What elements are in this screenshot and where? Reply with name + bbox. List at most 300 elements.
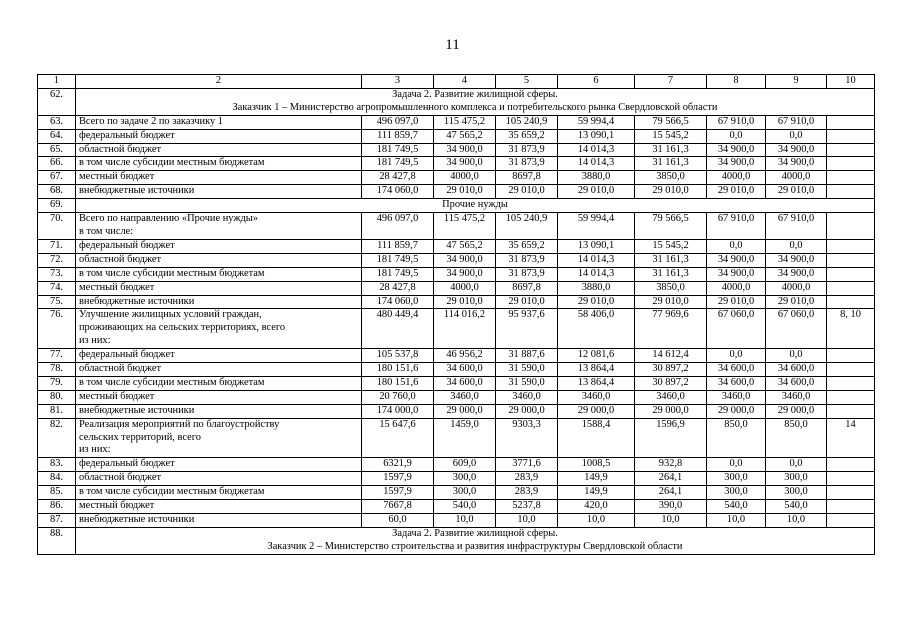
row-label-line: из них: xyxy=(79,444,111,456)
column-number-cell: 8 xyxy=(707,75,766,89)
value-cell: 0,0 xyxy=(707,349,766,363)
row-label xyxy=(76,349,362,363)
row-label xyxy=(76,309,362,349)
value-cell: 3850,0 xyxy=(635,171,707,185)
value-cell: 283,9 xyxy=(496,472,558,486)
row-number: 73. xyxy=(38,267,76,281)
value-cell: 29 010,0 xyxy=(496,185,558,199)
value-cell: 10,0 xyxy=(635,514,707,528)
row-label xyxy=(76,171,362,185)
section-row xyxy=(38,199,875,213)
table-row xyxy=(38,281,875,295)
value-cell: 3460,0 xyxy=(766,390,827,404)
value-cell xyxy=(827,390,875,404)
row-number: 68. xyxy=(38,185,76,199)
value-cell: 34 600,0 xyxy=(707,363,766,377)
row-number: 79. xyxy=(38,376,76,390)
value-cell: 3460,0 xyxy=(558,390,635,404)
table-row xyxy=(38,349,875,363)
value-cell: 58 406,0 xyxy=(558,309,635,349)
value-cell: 264,1 xyxy=(635,472,707,486)
value-cell: 34 900,0 xyxy=(707,267,766,281)
value-cell: 13 864,4 xyxy=(558,376,635,390)
value-cell: 180 151,6 xyxy=(362,376,434,390)
value-cell: 4000,0 xyxy=(434,281,496,295)
table-row xyxy=(38,458,875,472)
row-label xyxy=(76,281,362,295)
value-cell: 8, 10 xyxy=(827,309,875,349)
value-cell: 3460,0 xyxy=(434,390,496,404)
row-label xyxy=(76,500,362,514)
budget-table xyxy=(37,74,875,555)
row-number: 84. xyxy=(38,472,76,486)
row-number: 65. xyxy=(38,143,76,157)
row-number: 87. xyxy=(38,514,76,528)
value-cell: 77 969,6 xyxy=(635,309,707,349)
value-cell: 34 900,0 xyxy=(766,267,827,281)
value-cell: 34 900,0 xyxy=(766,157,827,171)
value-cell: 105 537,8 xyxy=(362,349,434,363)
value-cell: 300,0 xyxy=(434,486,496,500)
table-row xyxy=(38,253,875,267)
table-row xyxy=(38,157,875,171)
value-cell: 181 749,5 xyxy=(362,143,434,157)
value-cell: 31 873,9 xyxy=(496,267,558,281)
row-label xyxy=(76,418,362,458)
value-cell: 496 097,0 xyxy=(362,115,434,129)
row-number: 78. xyxy=(38,363,76,377)
value-cell: 29 010,0 xyxy=(766,185,827,199)
row-number: 72. xyxy=(38,253,76,267)
row-label-line: внебюджетные источники xyxy=(79,185,195,197)
value-cell: 850,0 xyxy=(707,418,766,458)
table-row xyxy=(38,143,875,157)
value-cell: 29 010,0 xyxy=(434,185,496,199)
row-number: 82. xyxy=(38,418,76,458)
row-label xyxy=(76,239,362,253)
table-row xyxy=(38,376,875,390)
row-label-line: местный бюджет xyxy=(79,171,155,183)
section-title-line: Заказчик 2 – Министерство строительства и развития инфраструктуры Свердловской области xyxy=(267,540,683,552)
row-label-line: областной бюджет xyxy=(79,253,162,265)
row-label-line: федеральный бюджет xyxy=(79,458,175,470)
value-cell: 34 900,0 xyxy=(766,253,827,267)
value-cell: 29 010,0 xyxy=(434,295,496,309)
value-cell: 34 900,0 xyxy=(434,267,496,281)
value-cell: 105 240,9 xyxy=(496,213,558,240)
row-label-line: местный бюджет xyxy=(79,500,155,512)
column-number-cell: 2 xyxy=(76,75,362,89)
value-cell: 30 897,2 xyxy=(635,376,707,390)
value-cell: 29 010,0 xyxy=(766,295,827,309)
row-label-line: местный бюджет xyxy=(79,390,155,402)
value-cell: 174 000,0 xyxy=(362,404,434,418)
row-label xyxy=(76,404,362,418)
value-cell xyxy=(827,157,875,171)
value-cell: 29 010,0 xyxy=(707,295,766,309)
value-cell: 300,0 xyxy=(766,472,827,486)
value-cell: 1459,0 xyxy=(434,418,496,458)
value-cell: 67 060,0 xyxy=(707,309,766,349)
value-cell: 31 161,3 xyxy=(635,143,707,157)
table-row xyxy=(38,514,875,528)
row-number: 74. xyxy=(38,281,76,295)
value-cell xyxy=(827,363,875,377)
row-number: 77. xyxy=(38,349,76,363)
value-cell: 4000,0 xyxy=(766,281,827,295)
value-cell: 181 749,5 xyxy=(362,267,434,281)
value-cell: 35 659,2 xyxy=(496,239,558,253)
table-row xyxy=(38,267,875,281)
column-number-cell: 10 xyxy=(827,75,875,89)
value-cell: 29 000,0 xyxy=(766,404,827,418)
table-row xyxy=(38,295,875,309)
value-cell: 15 545,2 xyxy=(635,129,707,143)
page-number: 11 xyxy=(445,37,460,53)
value-cell: 29 010,0 xyxy=(707,185,766,199)
value-cell: 31 161,3 xyxy=(635,157,707,171)
value-cell xyxy=(827,486,875,500)
table-row xyxy=(38,486,875,500)
row-number: 69. xyxy=(38,199,76,213)
value-cell: 174 060,0 xyxy=(362,295,434,309)
value-cell: 0,0 xyxy=(766,239,827,253)
row-label xyxy=(76,514,362,528)
value-cell: 283,9 xyxy=(496,486,558,500)
section-title xyxy=(76,527,875,554)
table-row xyxy=(38,185,875,199)
value-cell: 28 427,8 xyxy=(362,171,434,185)
row-number: 86. xyxy=(38,500,76,514)
value-cell: 300,0 xyxy=(707,486,766,500)
value-cell: 540,0 xyxy=(707,500,766,514)
row-label xyxy=(76,295,362,309)
value-cell: 34 900,0 xyxy=(434,253,496,267)
row-label xyxy=(76,376,362,390)
value-cell: 7667,8 xyxy=(362,500,434,514)
value-cell: 3850,0 xyxy=(635,281,707,295)
value-cell: 300,0 xyxy=(707,472,766,486)
value-cell: 67 060,0 xyxy=(766,309,827,349)
value-cell xyxy=(827,281,875,295)
table-row xyxy=(38,213,875,240)
table-row xyxy=(38,390,875,404)
section-title xyxy=(76,199,875,213)
section-row xyxy=(38,527,875,554)
value-cell: 31 161,3 xyxy=(635,267,707,281)
value-cell: 115 475,2 xyxy=(434,213,496,240)
row-label-line: внебюджетные источники xyxy=(79,404,195,416)
value-cell: 34 900,0 xyxy=(707,143,766,157)
row-label-line: федеральный бюджет xyxy=(79,129,175,141)
value-cell: 31 887,6 xyxy=(496,349,558,363)
table-row xyxy=(38,404,875,418)
row-label xyxy=(76,157,362,171)
value-cell: 29 000,0 xyxy=(434,404,496,418)
value-cell: 149,9 xyxy=(558,486,635,500)
row-number: 71. xyxy=(38,239,76,253)
value-cell: 180 151,6 xyxy=(362,363,434,377)
value-cell: 420,0 xyxy=(558,500,635,514)
value-cell: 31 590,0 xyxy=(496,363,558,377)
column-number-cell: 4 xyxy=(434,75,496,89)
value-cell xyxy=(827,267,875,281)
value-cell: 34 900,0 xyxy=(707,253,766,267)
value-cell: 181 749,5 xyxy=(362,157,434,171)
value-cell: 181 749,5 xyxy=(362,253,434,267)
value-cell: 0,0 xyxy=(707,458,766,472)
value-cell: 29 000,0 xyxy=(558,404,635,418)
value-cell: 1597,9 xyxy=(362,472,434,486)
value-cell: 14 612,4 xyxy=(635,349,707,363)
value-cell: 540,0 xyxy=(434,500,496,514)
value-cell: 14 014,3 xyxy=(558,157,635,171)
column-number-cell: 6 xyxy=(558,75,635,89)
value-cell: 13 864,4 xyxy=(558,363,635,377)
row-label-line: из них: xyxy=(79,335,111,347)
column-number-row xyxy=(38,75,875,89)
row-number: 64. xyxy=(38,129,76,143)
value-cell: 3880,0 xyxy=(558,171,635,185)
value-cell: 20 760,0 xyxy=(362,390,434,404)
row-label-line: Всего по задаче 2 по заказчику 1 xyxy=(79,115,224,127)
value-cell: 34 600,0 xyxy=(766,363,827,377)
row-number: 76. xyxy=(38,309,76,349)
value-cell: 34 900,0 xyxy=(766,143,827,157)
value-cell: 29 010,0 xyxy=(558,295,635,309)
row-label xyxy=(76,390,362,404)
value-cell: 29 000,0 xyxy=(496,404,558,418)
value-cell: 29 010,0 xyxy=(635,185,707,199)
value-cell: 35 659,2 xyxy=(496,129,558,143)
value-cell: 67 910,0 xyxy=(766,213,827,240)
value-cell: 0,0 xyxy=(766,129,827,143)
column-number-cell: 7 xyxy=(635,75,707,89)
value-cell: 28 427,8 xyxy=(362,281,434,295)
row-label-line: областной бюджет xyxy=(79,143,162,155)
value-cell: 10,0 xyxy=(434,514,496,528)
value-cell: 34 600,0 xyxy=(434,376,496,390)
table-row xyxy=(38,418,875,458)
row-number: 63. xyxy=(38,115,76,129)
row-number: 81. xyxy=(38,404,76,418)
value-cell xyxy=(827,171,875,185)
row-label xyxy=(76,185,362,199)
value-cell: 850,0 xyxy=(766,418,827,458)
value-cell: 15 647,6 xyxy=(362,418,434,458)
column-number-cell: 1 xyxy=(38,75,76,89)
row-label-line: в том числе: xyxy=(79,225,134,237)
row-number: 83. xyxy=(38,458,76,472)
value-cell: 174 060,0 xyxy=(362,185,434,199)
value-cell: 0,0 xyxy=(766,349,827,363)
value-cell: 496 097,0 xyxy=(362,213,434,240)
value-cell: 1008,5 xyxy=(558,458,635,472)
value-cell xyxy=(827,239,875,253)
value-cell: 31 873,9 xyxy=(496,253,558,267)
value-cell: 10,0 xyxy=(707,514,766,528)
value-cell: 59 994,4 xyxy=(558,115,635,129)
value-cell: 10,0 xyxy=(766,514,827,528)
value-cell xyxy=(827,129,875,143)
table-row xyxy=(38,115,875,129)
table-row xyxy=(38,171,875,185)
value-cell: 932,8 xyxy=(635,458,707,472)
row-label xyxy=(76,472,362,486)
value-cell: 1596,9 xyxy=(635,418,707,458)
row-label-line: областной бюджет xyxy=(79,363,162,375)
row-label xyxy=(76,253,362,267)
value-cell: 31 161,3 xyxy=(635,253,707,267)
row-label-line: Реализация мероприятий по благоустройству xyxy=(79,418,280,430)
value-cell xyxy=(827,514,875,528)
value-cell: 31 873,9 xyxy=(496,157,558,171)
section-row xyxy=(38,88,875,115)
value-cell: 95 937,6 xyxy=(496,309,558,349)
value-cell xyxy=(827,253,875,267)
row-label-line: внебюджетные источники xyxy=(79,295,195,307)
table-row xyxy=(38,472,875,486)
value-cell: 3460,0 xyxy=(635,390,707,404)
value-cell: 34 900,0 xyxy=(434,143,496,157)
value-cell: 10,0 xyxy=(558,514,635,528)
value-cell xyxy=(827,458,875,472)
value-cell: 1597,9 xyxy=(362,486,434,500)
value-cell xyxy=(827,143,875,157)
table-body xyxy=(38,75,875,555)
value-cell: 0,0 xyxy=(707,239,766,253)
row-label-line: Улучшение жилищных условий граждан, xyxy=(79,309,262,321)
value-cell: 30 897,2 xyxy=(635,363,707,377)
section-title-line: Задача 2. Развитие жилищной сферы. xyxy=(392,527,558,539)
value-cell: 5237,8 xyxy=(496,500,558,514)
value-cell: 79 566,5 xyxy=(635,213,707,240)
value-cell: 300,0 xyxy=(766,486,827,500)
value-cell: 4000,0 xyxy=(434,171,496,185)
value-cell: 111 859,7 xyxy=(362,239,434,253)
row-label xyxy=(76,486,362,500)
value-cell: 8697,8 xyxy=(496,281,558,295)
value-cell: 14 014,3 xyxy=(558,267,635,281)
value-cell: 390,0 xyxy=(635,500,707,514)
value-cell: 29 000,0 xyxy=(707,404,766,418)
value-cell: 34 600,0 xyxy=(707,376,766,390)
row-label xyxy=(76,363,362,377)
value-cell: 47 565,2 xyxy=(434,239,496,253)
value-cell: 149,9 xyxy=(558,472,635,486)
value-cell: 79 566,5 xyxy=(635,115,707,129)
table-row xyxy=(38,363,875,377)
value-cell: 0,0 xyxy=(707,129,766,143)
value-cell xyxy=(827,213,875,240)
value-cell: 67 910,0 xyxy=(707,115,766,129)
value-cell: 264,1 xyxy=(635,486,707,500)
value-cell: 111 859,7 xyxy=(362,129,434,143)
section-title-line: Задача 2. Развитие жилищной сферы. xyxy=(392,88,558,100)
table-row xyxy=(38,309,875,349)
value-cell: 34 600,0 xyxy=(766,376,827,390)
value-cell: 14 014,3 xyxy=(558,143,635,157)
row-label xyxy=(76,267,362,281)
value-cell: 10,0 xyxy=(496,514,558,528)
column-number-cell: 3 xyxy=(362,75,434,89)
row-label-line: в том числе субсидии местным бюджетам xyxy=(79,267,265,279)
row-number: 80. xyxy=(38,390,76,404)
value-cell: 12 081,6 xyxy=(558,349,635,363)
value-cell: 609,0 xyxy=(434,458,496,472)
value-cell: 34 600,0 xyxy=(434,363,496,377)
value-cell: 15 545,2 xyxy=(635,239,707,253)
value-cell xyxy=(827,472,875,486)
section-title-line: Прочие нужды xyxy=(442,199,508,211)
row-number: 75. xyxy=(38,295,76,309)
value-cell: 0,0 xyxy=(766,458,827,472)
value-cell: 3460,0 xyxy=(496,390,558,404)
value-cell: 3771,6 xyxy=(496,458,558,472)
value-cell: 34 900,0 xyxy=(434,157,496,171)
value-cell: 4000,0 xyxy=(766,171,827,185)
value-cell: 1588,4 xyxy=(558,418,635,458)
row-number: 85. xyxy=(38,486,76,500)
value-cell: 14 xyxy=(827,418,875,458)
value-cell: 105 240,9 xyxy=(496,115,558,129)
row-label-line: федеральный бюджет xyxy=(79,239,175,251)
row-label-line: в том числе субсидии местным бюджетам xyxy=(79,157,265,169)
value-cell: 34 900,0 xyxy=(707,157,766,171)
row-number: 62. xyxy=(38,88,76,115)
row-label xyxy=(76,458,362,472)
table-row xyxy=(38,129,875,143)
value-cell: 115 475,2 xyxy=(434,115,496,129)
section-title-line: Заказчик 1 – Министерство агропромышленного комплекса и потребительского рынка Свердловской области xyxy=(232,101,718,113)
value-cell: 59 994,4 xyxy=(558,213,635,240)
value-cell xyxy=(827,115,875,129)
value-cell: 67 910,0 xyxy=(707,213,766,240)
value-cell xyxy=(827,376,875,390)
value-cell: 8697,8 xyxy=(496,171,558,185)
row-label-line: сельских территорий, всего xyxy=(79,431,201,443)
value-cell: 29 010,0 xyxy=(558,185,635,199)
value-cell: 13 090,1 xyxy=(558,239,635,253)
value-cell: 540,0 xyxy=(766,500,827,514)
value-cell: 14 014,3 xyxy=(558,253,635,267)
row-number: 66. xyxy=(38,157,76,171)
row-label-line: внебюджетные источники xyxy=(79,514,195,525)
value-cell: 4000,0 xyxy=(707,171,766,185)
value-cell: 31 590,0 xyxy=(496,376,558,390)
value-cell: 31 873,9 xyxy=(496,143,558,157)
row-label-line: в том числе субсидии местным бюджетам xyxy=(79,486,265,498)
row-label-line: федеральный бюджет xyxy=(79,349,175,361)
value-cell: 480 449,4 xyxy=(362,309,434,349)
value-cell: 47 565,2 xyxy=(434,129,496,143)
value-cell: 60,0 xyxy=(362,514,434,528)
value-cell: 29 000,0 xyxy=(635,404,707,418)
value-cell: 114 016,2 xyxy=(434,309,496,349)
column-number-cell: 9 xyxy=(766,75,827,89)
value-cell: 29 010,0 xyxy=(496,295,558,309)
row-label-line: Всего по направлению «Прочие нужды» xyxy=(79,213,258,225)
row-label xyxy=(76,143,362,157)
row-label-line: в том числе субсидии местным бюджетам xyxy=(79,376,265,388)
row-label-line: областной бюджет xyxy=(79,472,162,484)
value-cell: 4000,0 xyxy=(707,281,766,295)
row-label xyxy=(76,129,362,143)
table-row xyxy=(38,239,875,253)
row-number: 67. xyxy=(38,171,76,185)
value-cell: 13 090,1 xyxy=(558,129,635,143)
row-number: 88. xyxy=(38,527,76,554)
